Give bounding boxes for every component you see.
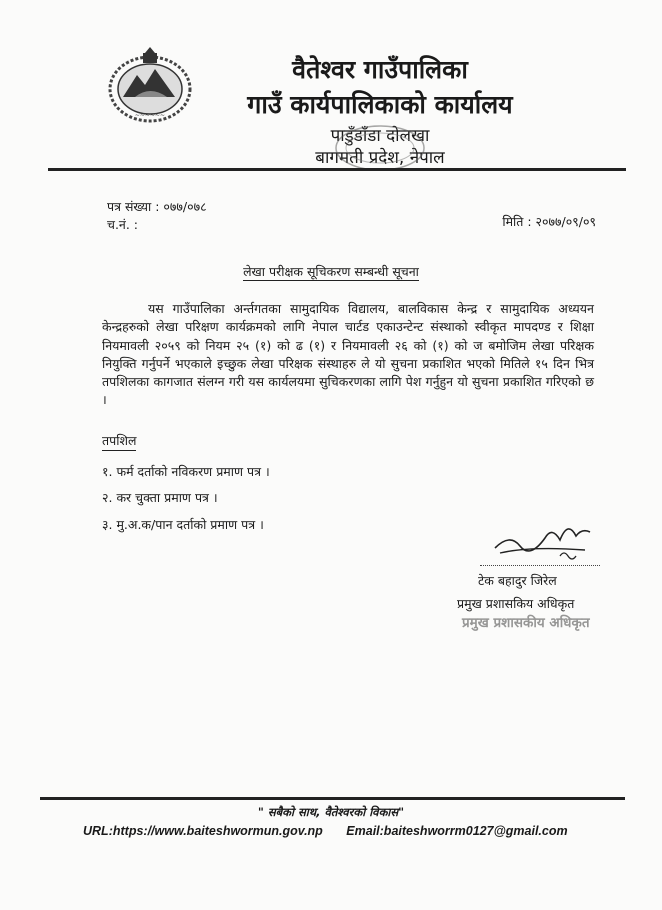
signature-line: [480, 565, 600, 566]
signatory-name: टेक बहादुर जिरेल: [478, 573, 557, 588]
province-line: बागमती प्रदेश, नेपाल: [315, 148, 445, 168]
district-line: पाडुँडाँडा दोलखा: [330, 126, 430, 146]
dispatch-number: च.नं. :: [107, 217, 139, 232]
notice-body: यस गाउँपालिका अर्न्तगतका सामुदायिक विद्यालय, बालविकास केन्द्र र सामुदायिक अध्ययन केन्द्रहरुको लेखा परिक्षण कार्यक्रमको लागि नेपाल चार्टड एकाउन्टेन्ट संस्थाको स्वीकृत मापदण्ड र शिक्षा नियमावली २०५९ को नियम २५ (१) को ढ (१) र नियमावली २६ को (१) को ज बमोजिम लेखा परिक्षक नियुक्ति गर्नुपर्ने भएकाले इच्छुक लेखा परिक्षक संस्थाहरु ले यो सुचना प्रकाशित भएको मितिले १५ दिन भित्र तपशिलका कागजात संलग्न गरी यस कार्यलयमा सुचिकरणका लागि पेश गर्नुहुन यो सुचना प्रकाशित गरिएको छ ।: [102, 301, 594, 408]
office-stamp-icon: [332, 122, 428, 172]
footer-url[interactable]: URL:https://www.baiteshwormun.gov.np: [83, 824, 323, 838]
list-heading: तपशिल: [102, 432, 136, 451]
subject-text: लेखा परीक्षक सूचिकरण सम्बन्धी सूचना: [243, 264, 419, 279]
list-item: ३. मु.अ.क/पान दर्ताको प्रमाण पत्र ।: [102, 517, 264, 532]
signatory-title: प्रमुख प्रशासकिय अधिकृत: [457, 596, 575, 611]
footer-email[interactable]: Email:baiteshworrm0127@gmail.com: [346, 824, 568, 838]
footer-contact: [83, 824, 568, 838]
list-item: २. कर चुक्ता प्रमाण पत्र ।: [102, 490, 218, 505]
municipality-name: वैतेश्वर गाउँपालिका: [292, 55, 468, 84]
letter-date: मिति : २०७७/०९/०९: [502, 214, 596, 229]
signature-mark: [490, 508, 600, 568]
list-item: १. फर्म दर्ताको नविकरण प्रमाण पत्र ।: [102, 464, 270, 479]
letter-number: पत्र संख्या : ०७७/०७८: [107, 199, 207, 214]
footer-motto: " सबैको साथ, वैतेश्वरको विकास": [257, 805, 405, 819]
title-stamp: प्रमुख प्रशासकीय अधिकृत: [462, 615, 590, 631]
header-divider: [48, 168, 626, 171]
office-name: गाउँ कार्यपालिकाको कार्यालय: [247, 90, 513, 119]
svg-text:~~~~~~: ~~~~~~: [134, 112, 166, 119]
footer-divider: [40, 797, 625, 800]
subject-heading: [0, 263, 662, 280]
